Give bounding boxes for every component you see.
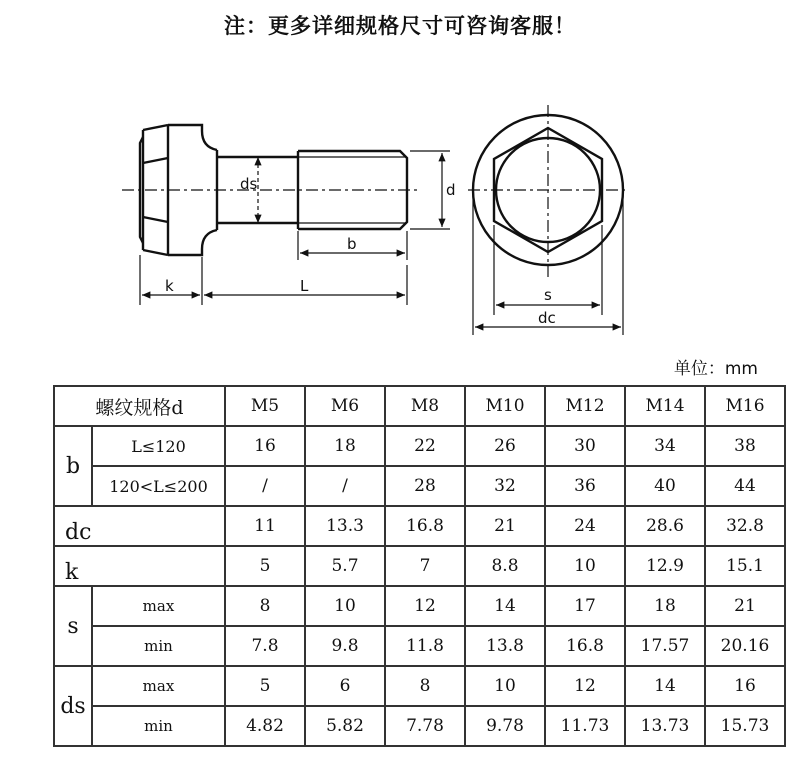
value-cell: 36	[545, 466, 625, 506]
size-header: M10	[465, 386, 545, 426]
value-cell: 21	[465, 506, 545, 546]
value-cell: 14	[625, 666, 705, 706]
label-d: d	[446, 181, 456, 199]
value-cell: 7.78	[385, 706, 465, 746]
row-label-b: b	[54, 426, 92, 506]
value-cell: 17	[545, 586, 625, 626]
value-cell: 10	[465, 666, 545, 706]
label-k: k	[165, 277, 174, 295]
table-row-ds-min	[54, 706, 785, 746]
size-header: M12	[545, 386, 625, 426]
value-cell: 5.7	[305, 546, 385, 586]
value-cell: 8	[225, 586, 305, 626]
table-row-b-2	[54, 466, 785, 506]
value-cell: 15.73	[705, 706, 785, 746]
value-cell: 10	[305, 586, 385, 626]
value-cell: 44	[705, 466, 785, 506]
value-cell: 5.82	[305, 706, 385, 746]
value-cell: 8	[385, 666, 465, 706]
header-row	[54, 386, 785, 426]
row-label-ds: ds	[54, 666, 92, 746]
value-cell: 24	[545, 506, 625, 546]
value-cell: 21	[705, 586, 785, 626]
condition-cell: min	[92, 706, 225, 746]
value-cell: 16.8	[545, 626, 625, 666]
value-cell: /	[305, 466, 385, 506]
value-cell: 9.78	[465, 706, 545, 746]
label-b: b	[347, 235, 357, 253]
value-cell: 38	[705, 426, 785, 466]
value-cell: 7.8	[225, 626, 305, 666]
value-cell: 32.8	[705, 506, 785, 546]
label-ds: ds	[240, 175, 258, 193]
size-header: M6	[305, 386, 385, 426]
value-cell: 32	[465, 466, 545, 506]
value-cell: 12	[545, 666, 625, 706]
size-header: M8	[385, 386, 465, 426]
condition-cell: 120<L≤200	[92, 466, 225, 506]
value-cell: /	[225, 466, 305, 506]
condition-cell: max	[92, 586, 225, 626]
value-cell: 16	[225, 426, 305, 466]
label-s: s	[544, 286, 552, 304]
value-cell: 10	[545, 546, 625, 586]
row-label-s: s	[54, 586, 92, 666]
value-cell: 11.8	[385, 626, 465, 666]
bolt-side-view	[140, 125, 407, 255]
row-label-k	[54, 546, 225, 586]
value-cell: 18	[305, 426, 385, 466]
value-cell: 28	[385, 466, 465, 506]
value-cell: 4.82	[225, 706, 305, 746]
value-cell: 7	[385, 546, 465, 586]
value-cell: 26	[465, 426, 545, 466]
value-cell: 16	[705, 666, 785, 706]
condition-cell: L≤120	[92, 426, 225, 466]
value-cell: 9.8	[305, 626, 385, 666]
notice-title: 注：更多详细规格尺寸可咨询客服！	[224, 14, 576, 38]
condition-cell: min	[92, 626, 225, 666]
row-label-k-text: k	[65, 559, 79, 585]
value-cell: 40	[625, 466, 705, 506]
size-header: M5	[225, 386, 305, 426]
spec-table	[53, 385, 786, 747]
table-row-k	[54, 546, 785, 586]
row-label-dc	[54, 506, 225, 546]
value-cell: 34	[625, 426, 705, 466]
value-cell: 12	[385, 586, 465, 626]
value-cell: 20.16	[705, 626, 785, 666]
value-cell: 17.57	[625, 626, 705, 666]
label-L: L	[300, 277, 309, 295]
unit-label: 单位：mm	[673, 359, 758, 379]
table-row-s-max	[54, 586, 785, 626]
value-cell: 5	[225, 546, 305, 586]
value-cell: 6	[305, 666, 385, 706]
header-label: 螺纹规格d	[54, 386, 225, 426]
value-cell: 18	[625, 586, 705, 626]
value-cell: 15.1	[705, 546, 785, 586]
table-row-s-min	[54, 626, 785, 666]
value-cell: 13.3	[305, 506, 385, 546]
value-cell: 28.6	[625, 506, 705, 546]
condition-cell: max	[92, 666, 225, 706]
value-cell: 13.73	[625, 706, 705, 746]
value-cell: 22	[385, 426, 465, 466]
value-cell: 12.9	[625, 546, 705, 586]
value-cell: 14	[465, 586, 545, 626]
value-cell: 5	[225, 666, 305, 706]
table-row-b-1	[54, 426, 785, 466]
value-cell: 11.73	[545, 706, 625, 746]
value-cell: 16.8	[385, 506, 465, 546]
value-cell: 8.8	[465, 546, 545, 586]
bolt-drawing	[110, 95, 670, 345]
size-header: M14	[625, 386, 705, 426]
value-cell: 13.8	[465, 626, 545, 666]
value-cell: 30	[545, 426, 625, 466]
table-row-ds-max	[54, 666, 785, 706]
row-label-dc-text: dc	[65, 519, 92, 545]
table-row-dc	[54, 506, 785, 546]
size-header: M16	[705, 386, 785, 426]
value-cell: 11	[225, 506, 305, 546]
label-dc: dc	[538, 309, 556, 327]
